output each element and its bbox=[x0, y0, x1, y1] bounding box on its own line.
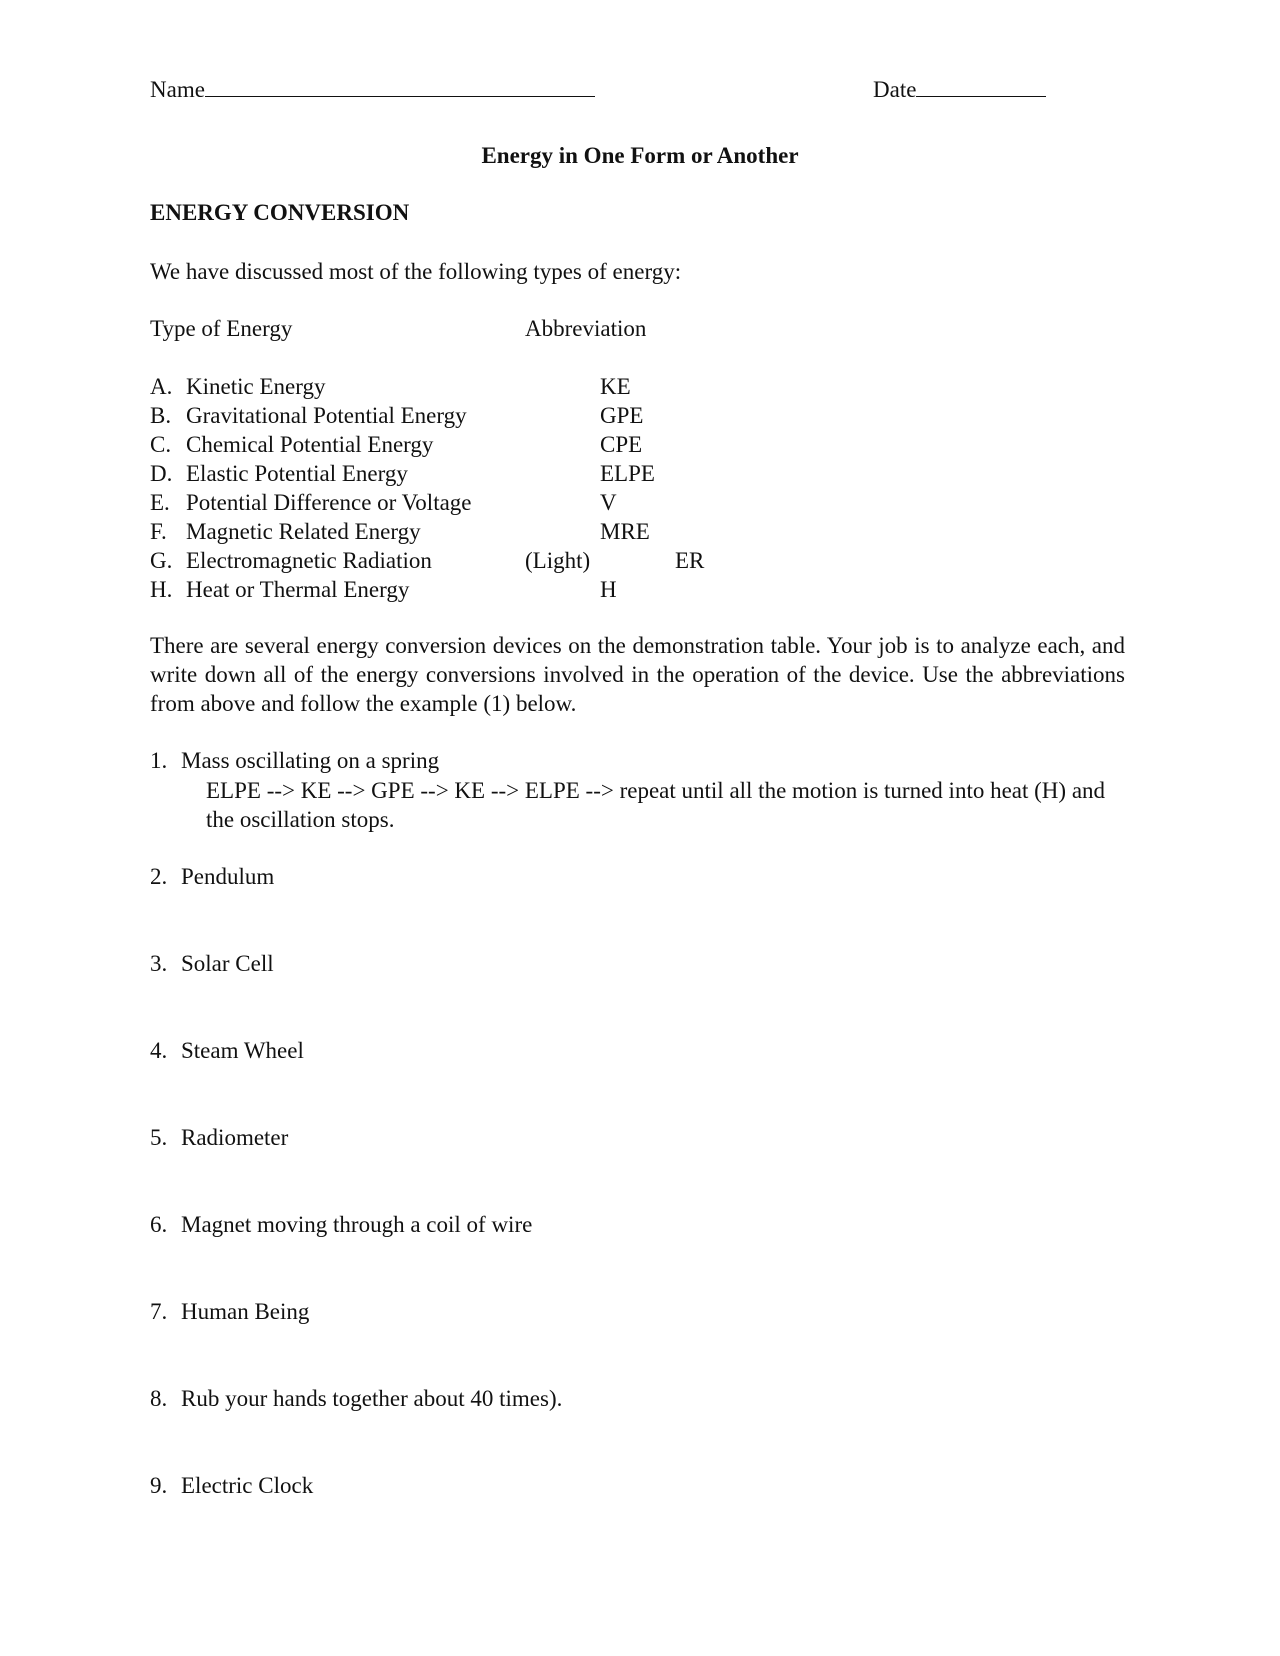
device-item bbox=[150, 1124, 288, 1152]
energy-name: Chemical Potential Energy bbox=[186, 432, 434, 457]
energy-abbreviation: ER bbox=[675, 548, 705, 573]
device-label: Rub your hands together about 40 times). bbox=[181, 1386, 563, 1411]
device-label: Human Being bbox=[181, 1299, 310, 1324]
energy-letter: H. bbox=[150, 577, 173, 602]
energy-name: Magnetic Related Energy bbox=[186, 519, 421, 544]
energy-abbreviation: GPE bbox=[600, 403, 644, 428]
energy-abbreviation: CPE bbox=[600, 432, 643, 457]
device-number: 5. bbox=[150, 1125, 168, 1150]
energy-abbreviation: KE bbox=[600, 374, 631, 399]
device-number: 9. bbox=[150, 1473, 168, 1498]
device-number: 7. bbox=[150, 1299, 168, 1324]
device-label: Magnet moving through a coil of wire bbox=[181, 1212, 533, 1237]
energy-name: Kinetic Energy bbox=[186, 374, 326, 399]
energy-name: Gravitational Potential Energy bbox=[186, 403, 467, 428]
intro-text: We have discussed most of the following types of energy: bbox=[150, 259, 682, 284]
device-item bbox=[150, 1298, 309, 1326]
device-item bbox=[150, 1037, 304, 1065]
energy-name: Elastic Potential Energy bbox=[186, 461, 408, 486]
date-blank-line[interactable] bbox=[916, 76, 1046, 97]
device-label: Solar Cell bbox=[181, 951, 274, 976]
name-label: Name bbox=[150, 77, 205, 102]
device-label: Radiometer bbox=[181, 1125, 289, 1150]
page-title: Energy in One Form or Another bbox=[481, 143, 799, 168]
device-item bbox=[150, 863, 274, 891]
device-number: 4. bbox=[150, 1038, 168, 1063]
energy-name: Potential Difference or Voltage bbox=[186, 490, 472, 515]
energy-abbreviation: V bbox=[600, 490, 617, 515]
energy-letter: D. bbox=[150, 461, 173, 486]
energy-abbreviation: H bbox=[600, 577, 617, 602]
energy-abbreviation: ELPE bbox=[600, 461, 655, 486]
device-item bbox=[150, 1385, 562, 1413]
date-field[interactable] bbox=[873, 76, 1046, 104]
instructions-paragraph: There are several energy conversion devices on the demonstration table. Your job is to analyze each, and write down all of the energy conversions involved in the operation of the device. Use the abbreviations from above and follow the example (1) below. bbox=[150, 633, 1125, 716]
example-answer: ELPE --> KE --> GPE --> KE --> ELPE --> repeat until all the motion is turned into heat (H) and the oscillation stops. bbox=[206, 778, 1106, 832]
section-heading: ENERGY CONVERSION bbox=[150, 200, 410, 225]
energy-letter: A. bbox=[150, 374, 173, 399]
device-label: Pendulum bbox=[181, 864, 275, 889]
energy-letter: E. bbox=[150, 490, 170, 515]
device-item bbox=[150, 1211, 532, 1239]
device-number: 3. bbox=[150, 951, 168, 976]
energy-letter: C. bbox=[150, 432, 172, 457]
device-item bbox=[150, 950, 274, 978]
energy-letter: G. bbox=[150, 548, 173, 573]
device-number: 8. bbox=[150, 1386, 168, 1411]
name-field[interactable] bbox=[150, 76, 595, 104]
energy-name: Electromagnetic Radiation bbox=[186, 548, 432, 573]
device-number: 6. bbox=[150, 1212, 168, 1237]
energy-name: Heat or Thermal Energy bbox=[186, 577, 410, 602]
device-label: Mass oscillating on a spring bbox=[181, 748, 440, 773]
device-label: Steam Wheel bbox=[181, 1038, 304, 1063]
column-header-abbreviation: Abbreviation bbox=[525, 316, 647, 341]
device-number: 1. bbox=[150, 748, 168, 773]
device-number: 2. bbox=[150, 864, 168, 889]
energy-letter: B. bbox=[150, 403, 172, 428]
column-header-type: Type of Energy bbox=[150, 316, 293, 341]
device-item bbox=[150, 747, 439, 775]
date-label: Date bbox=[873, 77, 917, 102]
energy-abbreviation: MRE bbox=[600, 519, 650, 544]
name-blank-line[interactable] bbox=[205, 76, 595, 97]
device-label: Electric Clock bbox=[181, 1473, 314, 1498]
energy-note: (Light) bbox=[525, 548, 591, 573]
device-item bbox=[150, 1472, 313, 1500]
energy-letter: F. bbox=[150, 519, 167, 544]
